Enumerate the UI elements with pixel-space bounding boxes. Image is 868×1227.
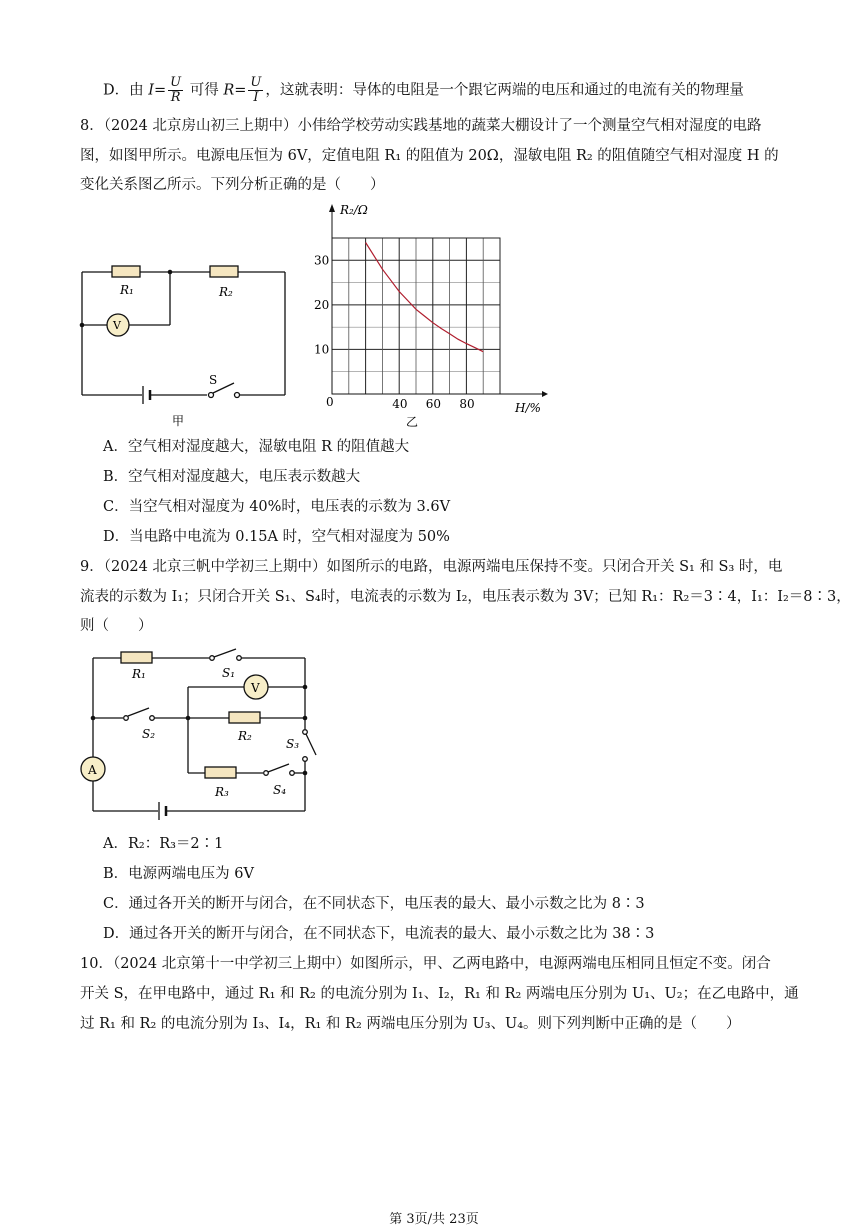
q9-option-a: A．R₂：R₃＝2∶1 — [103, 836, 224, 852]
q8-caption-jia: 甲 — [172, 414, 185, 428]
q9-label-s4: S₄ — [273, 783, 287, 797]
q8-stem-line2: 图，如图甲所示。电源电压恒为 6V，定值电阻 R₁ 的阻值为 20Ω，湿敏电阻 R₂ 的阻值随空气相对湿度 H 的 — [80, 148, 779, 164]
q9-ammeter-label: A — [88, 763, 97, 777]
q9-stem-line1: 9．（2024 北京三帆中学初三上期中）如图所示的电路，电源两端电压保持不变。只闭合开关 S₁ 和 S₃ 时，电 — [80, 559, 783, 575]
q7-option-d-prefix: D．由 — [103, 82, 144, 99]
q7-var-r: R — [223, 82, 235, 99]
chart-origin-label: 0 — [326, 395, 334, 409]
q8-switch-label: S — [209, 373, 218, 387]
q8-stem-line1: 8．（2024 北京房山初三上期中）小伟给学校劳动实践基地的蔬菜大棚设计了一个测量空气相对湿度的电路 — [80, 118, 762, 134]
chart-y-tick-label: 30 — [314, 253, 330, 268]
q7-fraction-u-over-i: $\frac{U}{I}$ — [250, 75, 262, 105]
chart-x-tick-label: 60 — [425, 397, 442, 411]
q9-label-s1: S₁ — [222, 666, 236, 680]
q10-stem-line1: 10．（2024 北京第十一中学初三上期中）如图所示，甲、乙两电路中，电源两端电压相同且恒定不变。闭合 — [80, 956, 771, 972]
q9-voltmeter-label: V — [251, 681, 260, 695]
q8-option-a: A．空气相对湿度越大，湿敏电阻 R 的阻值越大 — [103, 439, 410, 455]
q9-label-r2: R₂ — [238, 729, 252, 743]
chart-tick-labels — [314, 253, 475, 411]
page-footer: 第 3页/共 23页 — [389, 1212, 479, 1227]
q8-option-b: B．空气相对湿度越大，电压表示数越大 — [103, 469, 361, 485]
chart-y-axis-arrow — [329, 204, 335, 212]
chart-x-axis-arrow — [542, 391, 548, 397]
q9-label-s2: S₂ — [142, 727, 156, 741]
q9-stem-line3: 则（ ） — [80, 618, 153, 634]
q7-option-d: D．由 I= $\frac{U}{R}$ 可得 R= $\frac{U}{I}$ ，这就表明：导体的电阻是一个跟它两端的电压和通过的电流有关的物理量 — [103, 75, 744, 105]
chart-grid — [332, 238, 500, 394]
chart-x-tick-label: 40 — [392, 397, 408, 411]
q8-label-r2: R₂ — [219, 285, 233, 299]
q7-var-i: I — [148, 82, 154, 99]
q9-option-b: B．电源两端电压为 6V — [103, 866, 254, 882]
q8-option-d: D．当电路中电流为 0.15A 时，空气相对湿度为 50% — [103, 529, 450, 545]
q8-humidity-chart — [310, 198, 555, 428]
q9-circuit-diagram — [76, 645, 326, 825]
chart-x-axis-label: H/% — [515, 401, 541, 415]
chart-y-tick-label: 20 — [314, 297, 330, 312]
q9-option-c: C．通过各开关的断开与闭合，在不同状态下，电压表的最大、最小示数之比为 8∶3 — [103, 896, 645, 912]
q9-option-d: D．通过各开关的断开与闭合，在不同状态下，电流表的最大、最小示数之比为 38∶3 — [103, 926, 655, 942]
q10-stem-line2: 开关 S，在甲电路中，通过 R₁ 和 R₂ 的电流分别为 I₁、I₂，R₁ 和 R₂ 两端电压分别为 U₁、U₂；在乙电路中，通 — [80, 986, 799, 1002]
q9-label-r3: R₃ — [215, 785, 229, 799]
q9-label-r1: R₁ — [132, 667, 146, 681]
chart-y-axis-label: R₂/Ω — [340, 203, 368, 217]
q10-stem-line3: 过 R₁ 和 R₂ 的电流分别为 I₃、I₄，R₁ 和 R₂ 两端电压分别为 U₃、U₄。则下列判断中正确的是（ ） — [80, 1016, 741, 1032]
chart-axes — [329, 204, 548, 397]
q8-voltmeter-label: V — [113, 319, 121, 332]
chart-x-tick-label: 80 — [459, 397, 475, 411]
q8-option-c: C．当空气相对湿度为 40%时，电压表的示数为 3.6V — [103, 499, 451, 515]
q8-stem-line3: 变化关系图乙所示。下列分析正确的是（ ） — [80, 177, 385, 193]
chart-y-tick-label: 10 — [314, 342, 330, 357]
q8-label-r1: R₁ — [120, 283, 134, 297]
q7-option-d-mid: 可得 — [189, 82, 219, 99]
q7-option-d-suffix: ，这就表明：导体的电阻是一个跟它两端的电压和通过的电流有关的物理量 — [265, 82, 744, 99]
q7-fraction-u-over-r: $\frac{U}{R}$ — [170, 75, 182, 105]
q8-circuit-diagram — [74, 255, 294, 430]
chart-series-line — [366, 243, 484, 352]
chart-caption-yi: 乙 — [406, 415, 419, 428]
q9-stem-line2: 流表的示数为 I₁；只闭合开关 S₁、S₄时，电流表的示数为 I₂，电压表示数为 3V；已知 R₁：R₂＝3∶4，I₁：I₂＝8∶3， — [80, 589, 851, 605]
q9-label-s3: S₃ — [286, 737, 300, 751]
